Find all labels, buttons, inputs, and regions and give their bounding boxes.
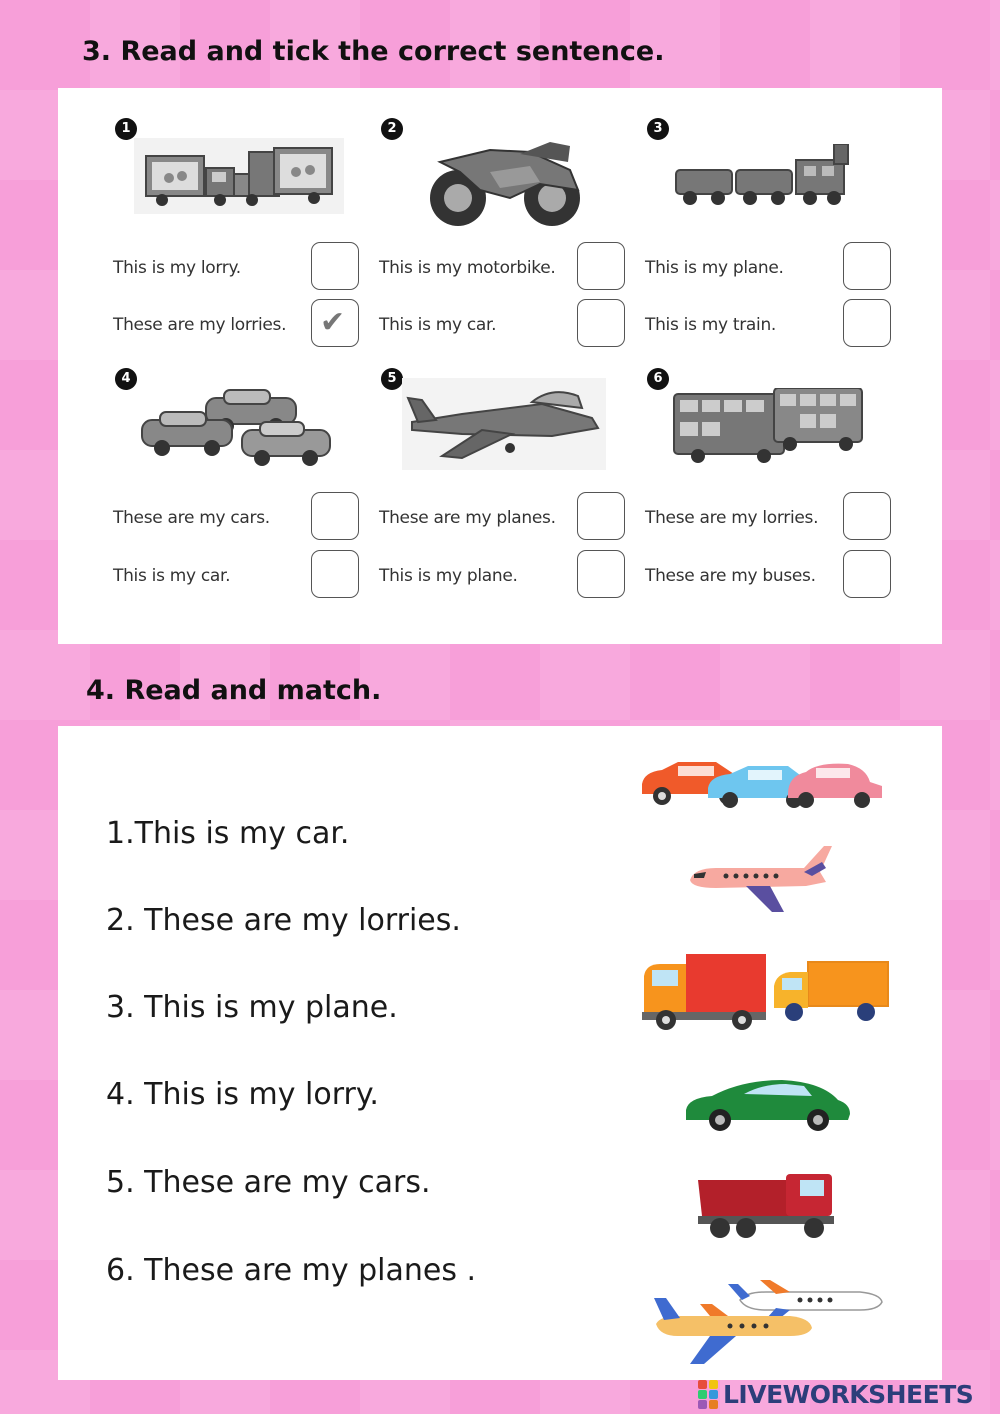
item-1-option-2-checkbox[interactable]	[311, 299, 359, 347]
section-4-title: 4. Read and match.	[86, 675, 382, 706]
item-4-option-2-checkbox[interactable]	[311, 550, 359, 598]
lorries-icon	[134, 138, 344, 214]
item-3-option-2-checkbox[interactable]	[843, 299, 891, 347]
item-6-option-2-text: These are my buses.	[645, 566, 816, 586]
match-sentence-4[interactable]: 4. This is my lorry.	[106, 1077, 379, 1112]
green-car-icon[interactable]	[682, 1076, 852, 1132]
motorbike-icon	[420, 132, 590, 228]
item-5-option-2-text: This is my plane.	[379, 566, 518, 586]
item-number-5: 5	[381, 368, 403, 390]
item-1-option-1-text: This is my lorry.	[113, 258, 241, 278]
tick-exercise-panel	[58, 88, 942, 644]
checkmark-icon: ✔	[320, 306, 346, 339]
match-sentence-1[interactable]: 1.This is my car.	[106, 816, 350, 851]
match-sentence-3[interactable]: 3. This is my plane.	[106, 990, 398, 1025]
liveworksheets-logo	[698, 1378, 973, 1410]
item-5-option-2-checkbox[interactable]	[577, 550, 625, 598]
plane-icon[interactable]	[686, 842, 834, 914]
item-5-option-1-checkbox[interactable]	[577, 492, 625, 540]
train-icon	[674, 144, 860, 208]
item-2-option-1-checkbox[interactable]	[577, 242, 625, 290]
item-number-6: 6	[647, 368, 669, 390]
item-2-option-2-text: This is my car.	[379, 315, 497, 335]
buses-icon	[670, 388, 868, 464]
item-4-option-1-checkbox[interactable]	[311, 492, 359, 540]
match-sentence-2[interactable]: 2. These are my lorries.	[106, 903, 461, 938]
cars-icon	[140, 386, 336, 466]
item-1-option-1-checkbox[interactable]	[311, 242, 359, 290]
item-3-option-1-checkbox[interactable]	[843, 242, 891, 290]
two-planes-icon[interactable]	[650, 1280, 884, 1368]
logo-mark-icon	[698, 1380, 720, 1408]
item-3-option-1-text: This is my plane.	[645, 258, 784, 278]
item-1-option-2-text: These are my lorries.	[113, 315, 287, 335]
item-number-3: 3	[647, 118, 669, 140]
two-lorries-icon[interactable]	[640, 950, 892, 1032]
item-number-4: 4	[115, 368, 137, 390]
plane-icon	[402, 378, 606, 470]
item-6-option-1-checkbox[interactable]	[843, 492, 891, 540]
three-cars-icon[interactable]	[638, 758, 886, 808]
item-number-2: 2	[381, 118, 403, 140]
item-5-option-1-text: These are my planes.	[379, 508, 556, 528]
item-6-option-2-checkbox[interactable]	[843, 550, 891, 598]
match-sentence-5[interactable]: 5. These are my cars.	[106, 1165, 431, 1200]
item-2-option-2-checkbox[interactable]	[577, 299, 625, 347]
section-3-title: 3. Read and tick the correct sentence.	[82, 36, 665, 67]
item-4-option-2-text: This is my car.	[113, 566, 231, 586]
dump-truck-icon[interactable]	[696, 1166, 842, 1242]
item-6-option-1-text: These are my lorries.	[645, 508, 819, 528]
item-3-option-2-text: This is my train.	[645, 315, 777, 335]
item-4-option-1-text: These are my cars.	[113, 508, 270, 528]
item-number-1: 1	[115, 118, 137, 140]
item-2-option-1-text: This is my motorbike.	[379, 258, 556, 278]
match-sentence-6[interactable]: 6. These are my planes .	[106, 1253, 477, 1288]
logo-text: LIVEWORKSHEETS	[723, 1379, 974, 1409]
